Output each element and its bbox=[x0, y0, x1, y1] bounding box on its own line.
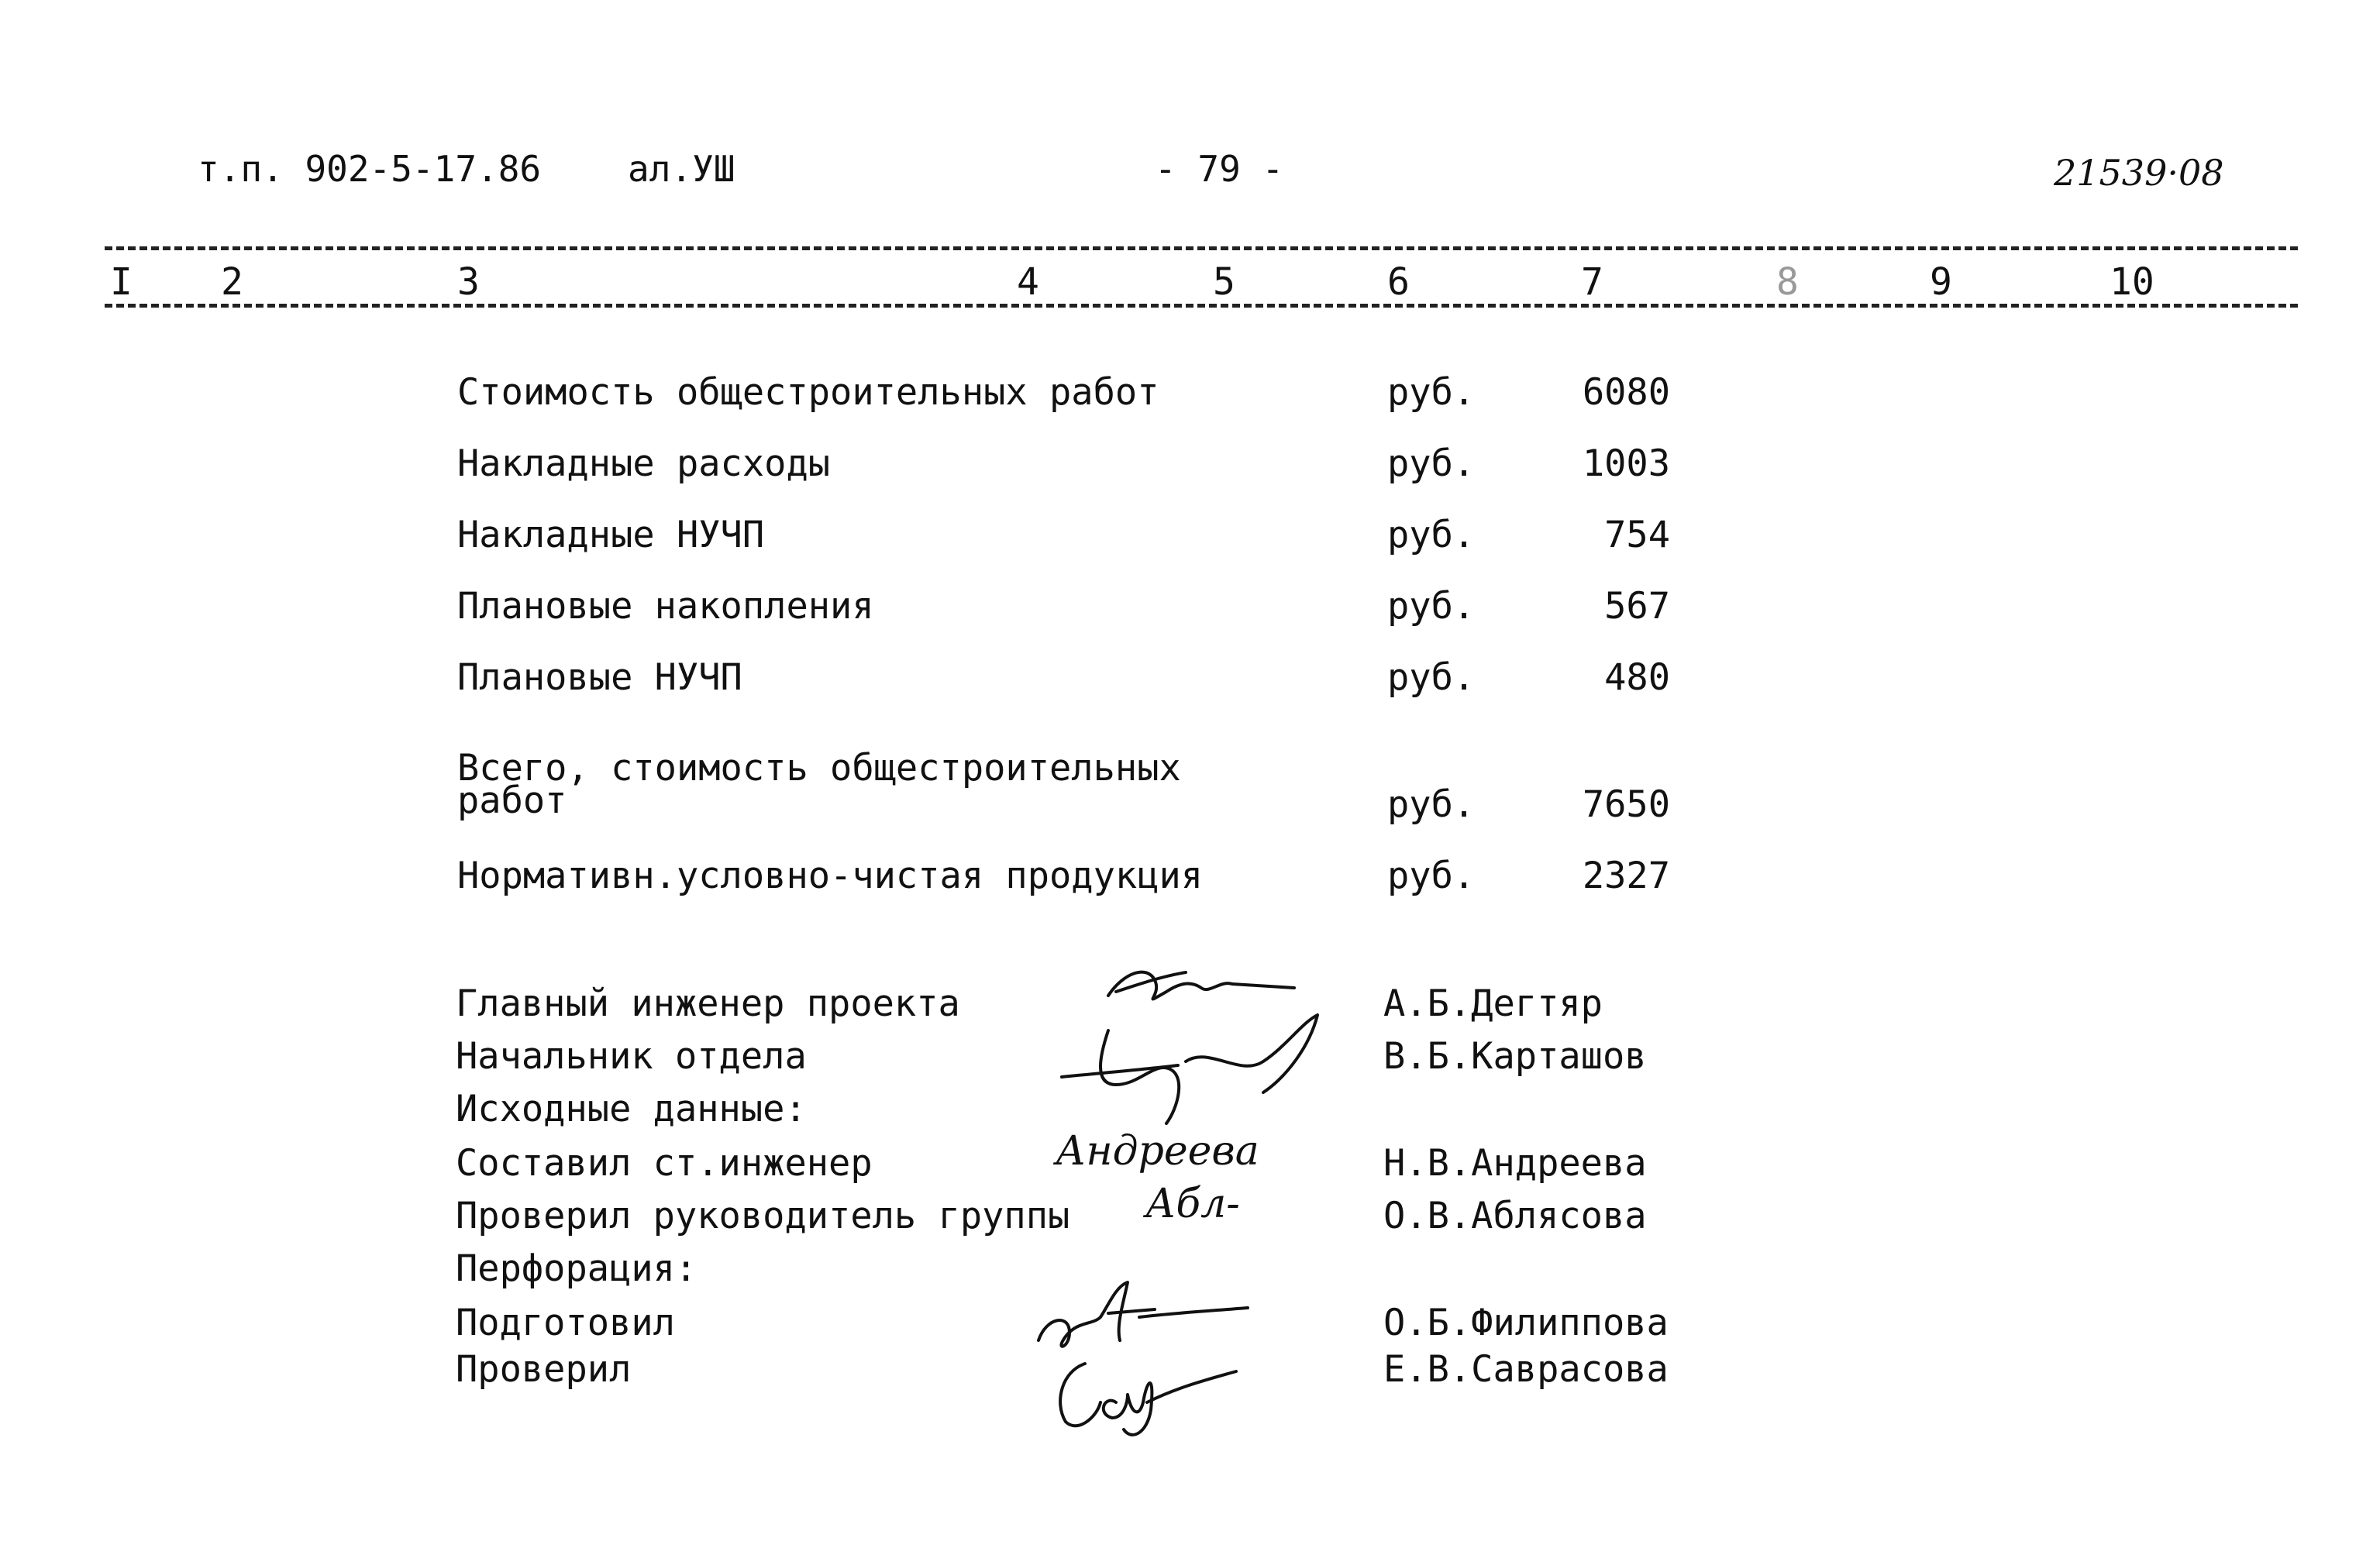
cost-row-label: Плановые накопления bbox=[457, 585, 874, 628]
total-unit: руб. bbox=[1387, 783, 1476, 826]
signatory-role: Начальник отдела bbox=[456, 1035, 807, 1078]
norm-label: Нормативн.условно-чистая продукция bbox=[457, 855, 1204, 897]
signatory-name: Е.В.Саврасова bbox=[1383, 1348, 1669, 1391]
column-number: 5 bbox=[1213, 260, 1235, 304]
total-label-line1: Всего, стоимость общестроительных bbox=[457, 747, 1181, 790]
column-header-top-rule bbox=[105, 246, 2298, 250]
signatory-role: Главный инженер проекта bbox=[456, 982, 960, 1025]
cost-row-value: 480 bbox=[1604, 656, 1670, 699]
cost-row-unit: руб. bbox=[1387, 656, 1476, 699]
column-number: 3 bbox=[457, 260, 480, 304]
section-heading: Перфорация: bbox=[456, 1247, 697, 1290]
signature-andreeva: Андреева bbox=[1056, 1128, 1259, 1175]
column-number: I bbox=[110, 260, 133, 304]
column-header-bottom-rule bbox=[105, 304, 2298, 308]
norm-value: 2327 bbox=[1582, 855, 1670, 897]
column-number: 8 bbox=[1776, 260, 1799, 304]
column-number: 10 bbox=[2110, 260, 2154, 304]
signatory-name: Н.В.Андреева bbox=[1383, 1142, 1647, 1185]
section-heading: Исходные данные: bbox=[456, 1088, 807, 1130]
signature-ablyasova: Абл- bbox=[1145, 1181, 1240, 1227]
signatory-name: А.Б.Дегтяр bbox=[1383, 982, 1603, 1025]
column-number: 7 bbox=[1581, 260, 1603, 304]
column-number: 4 bbox=[1017, 260, 1039, 304]
page-number: - 79 - bbox=[1155, 148, 1284, 190]
cost-row-unit: руб. bbox=[1387, 585, 1476, 628]
cost-row-value: 567 bbox=[1604, 585, 1670, 628]
signature-kartashov bbox=[1054, 999, 1364, 1139]
cost-row-label: Накладные расходы bbox=[457, 442, 831, 485]
total-label-line2: работ bbox=[457, 779, 567, 822]
norm-unit: руб. bbox=[1387, 855, 1476, 897]
signature-savrasova bbox=[1038, 1340, 1271, 1449]
cost-row-label: Стоимость общестроительных работ bbox=[457, 371, 1159, 414]
cost-row-unit: руб. bbox=[1387, 514, 1476, 556]
signatory-name: В.Б.Карташов bbox=[1383, 1035, 1647, 1078]
signatory-role: Составил ст.инженер bbox=[456, 1142, 873, 1185]
document-number: 21539·08 bbox=[2054, 152, 2224, 194]
signatory-role: Проверил руководитель группы bbox=[456, 1195, 1070, 1237]
signatory-role: Проверил bbox=[456, 1348, 632, 1391]
total-value: 7650 bbox=[1582, 783, 1670, 826]
cost-row-unit: руб. bbox=[1387, 371, 1476, 414]
column-number: 9 bbox=[1930, 260, 1952, 304]
signatory-name: О.Б.Филиппова bbox=[1383, 1302, 1669, 1344]
cost-row-value: 6080 bbox=[1582, 371, 1670, 414]
cost-row-value: 754 bbox=[1604, 514, 1670, 556]
album-label: ал.УШ bbox=[628, 148, 735, 190]
signatory-role: Подготовил bbox=[456, 1302, 675, 1344]
cost-row-unit: руб. bbox=[1387, 442, 1476, 485]
cost-row-label: Накладные НУЧП bbox=[457, 514, 765, 556]
cost-row-value: 1003 bbox=[1582, 442, 1670, 485]
cost-row-label: Плановые НУЧП bbox=[457, 656, 742, 699]
project-code: т.п. 902-5-17.86 bbox=[198, 148, 542, 190]
signatory-name: О.В.Аблясова bbox=[1383, 1195, 1647, 1237]
column-number: 6 bbox=[1387, 260, 1410, 304]
column-number: 2 bbox=[221, 260, 243, 304]
